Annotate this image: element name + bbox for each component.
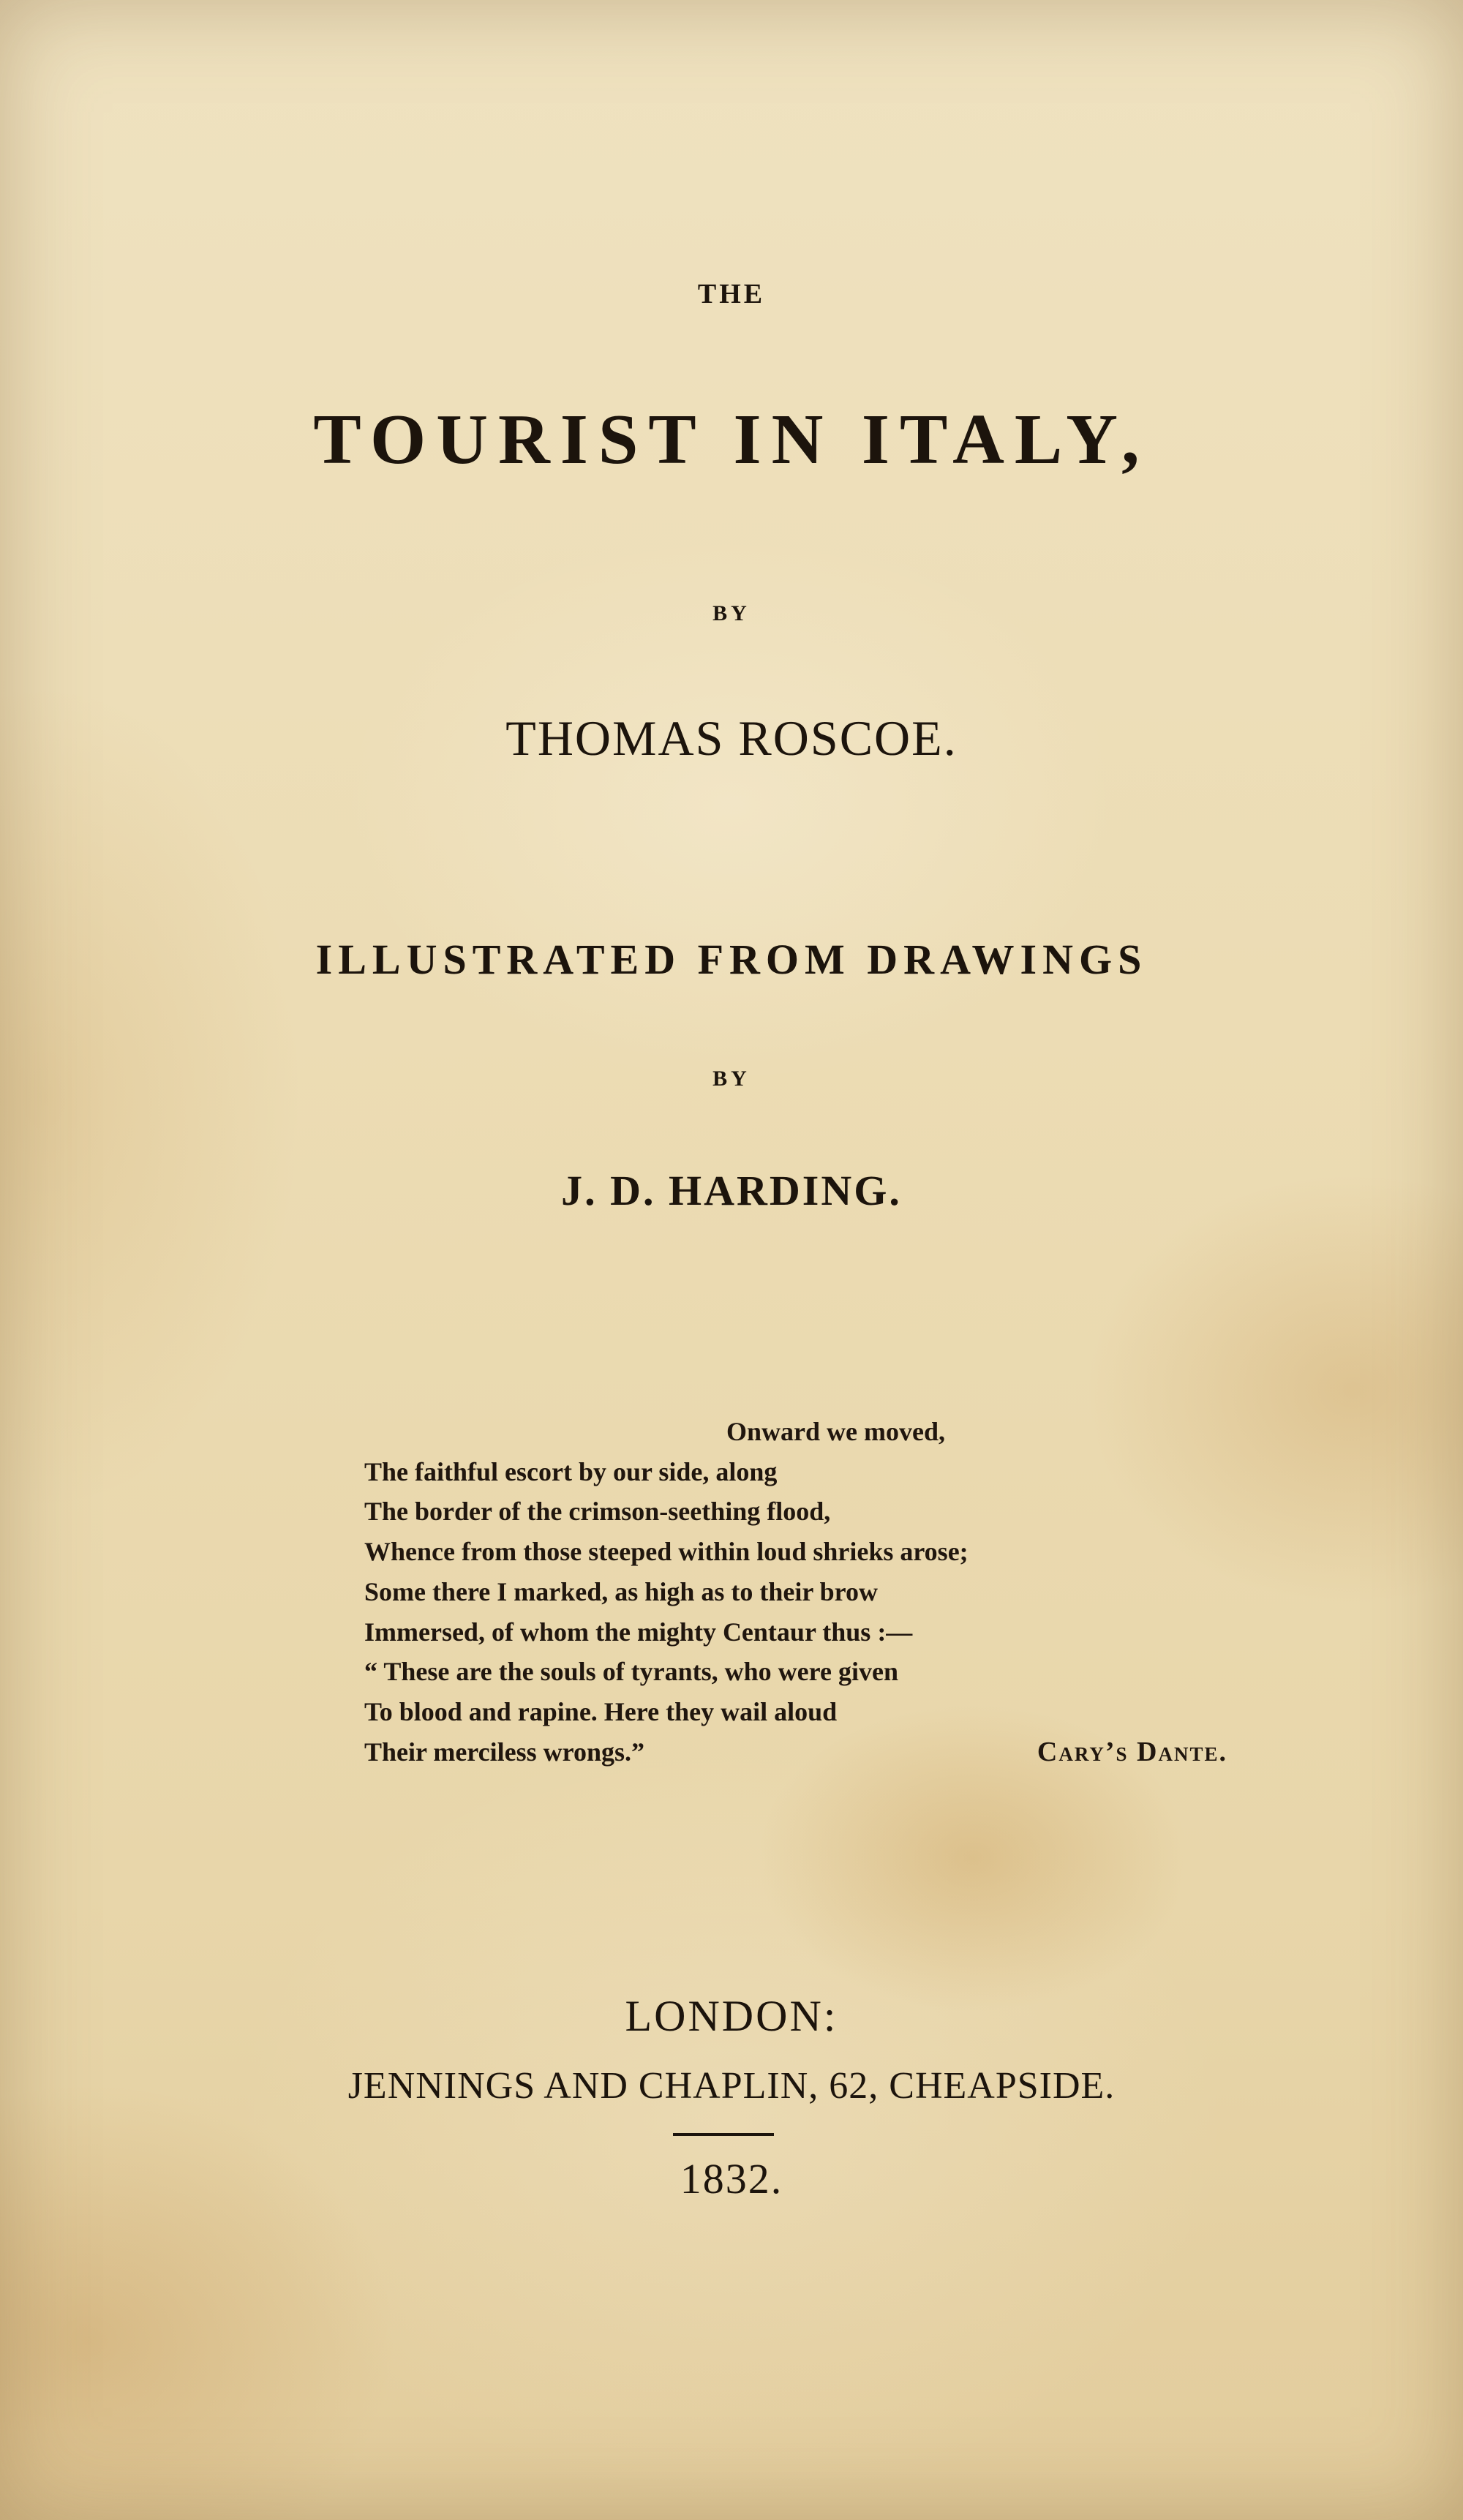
epigraph-line: The border of the crimson-seething flood,: [364, 1497, 831, 1527]
epigraph-attribution: Cary’s Dante.: [1037, 1736, 1227, 1767]
illustrator-name: J. D. HARDING.: [561, 1167, 902, 1214]
epigraph-line: “ These are the souls of tyrants, who were given: [364, 1657, 898, 1687]
imprint-year: 1832.: [680, 2155, 783, 2203]
epigraph-line: Immersed, of whom the mighty Centaur thus :—: [364, 1617, 913, 1647]
illustrated-from-line: ILLUSTRATED FROM DRAWINGS: [315, 936, 1148, 983]
epigraph-last-row: [364, 1732, 1227, 1772]
imprint-rule: [673, 2133, 774, 2136]
epigraph-line: Onward we moved,: [726, 1417, 945, 1446]
epigraph-line: Some there I marked, as high as to their brow: [364, 1576, 878, 1606]
epigraph-line: Whence from those steeped within loud shrieks arose;: [364, 1537, 969, 1567]
author-name: THOMAS ROSCOE.: [505, 710, 958, 766]
epigraph-line: Their merciless wrongs.”: [364, 1737, 644, 1767]
imprint-publisher: JENNINGS AND CHAPLIN, 62, CHEAPSIDE.: [347, 2065, 1116, 2107]
by-illustrator-label: BY: [712, 1067, 751, 1091]
title-article: THE: [697, 279, 766, 309]
epigraph-line: The faithful escort by our side, along: [364, 1456, 778, 1486]
imprint-city: LONDON:: [625, 1992, 838, 2040]
by-author-label: BY: [712, 601, 751, 625]
book-title: TOURIST IN ITALY,: [313, 400, 1150, 479]
epigraph-line: To blood and rapine. Here they wail aloud: [364, 1696, 838, 1726]
epigraph: [364, 1412, 1227, 1772]
